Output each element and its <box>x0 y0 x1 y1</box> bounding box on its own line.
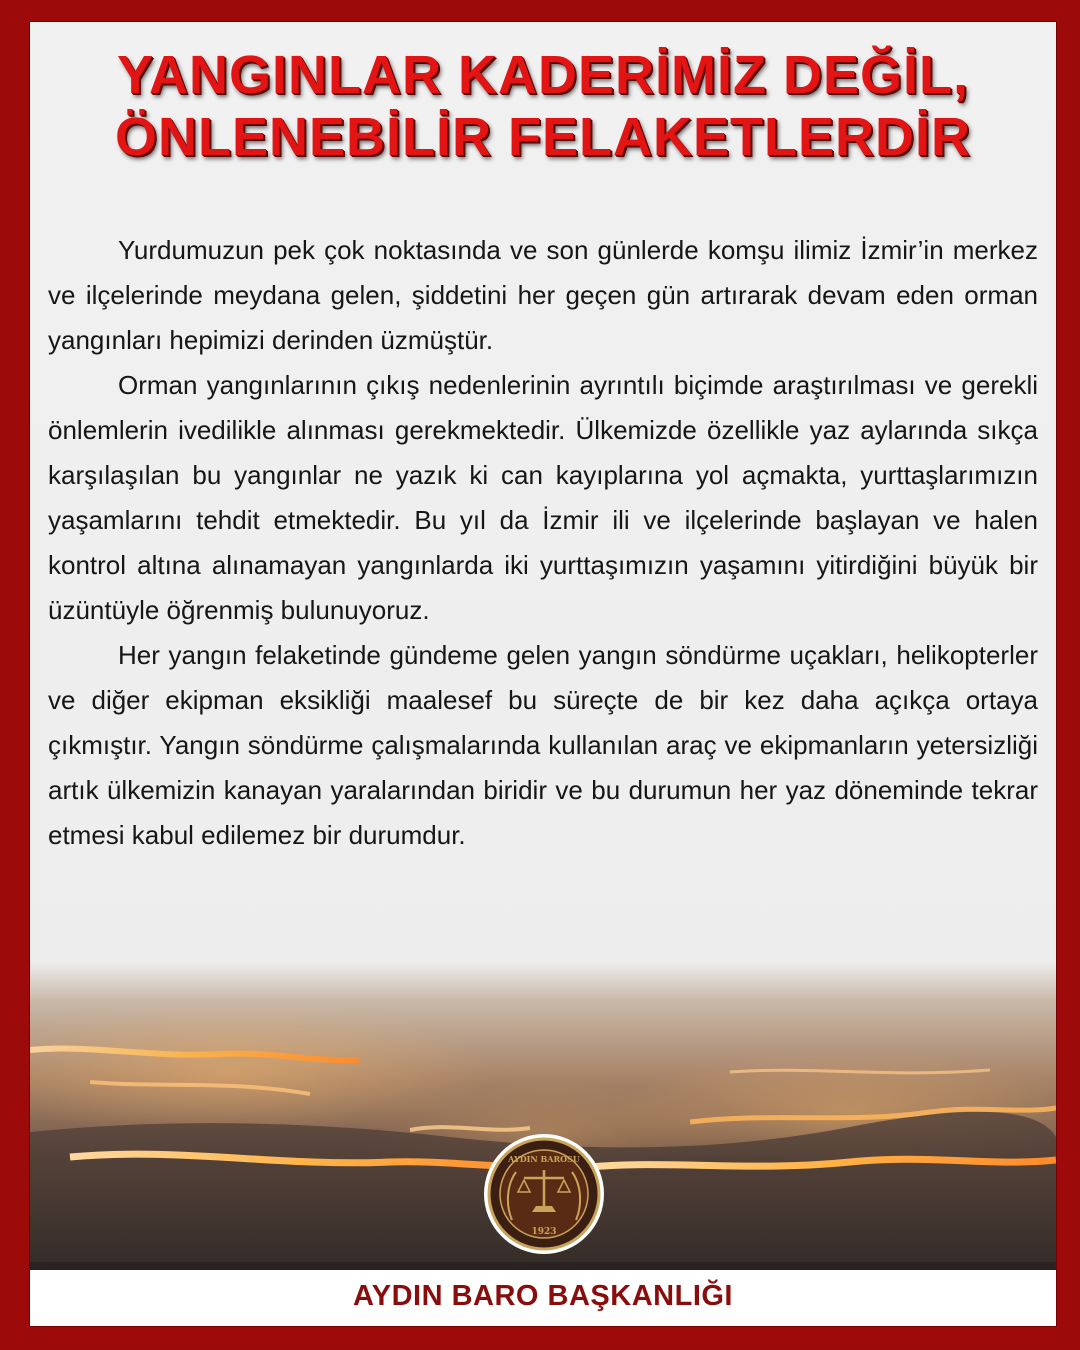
seal-top-text: AYDIN BAROSU <box>508 1154 580 1164</box>
seal-logo <box>482 1132 606 1256</box>
headline-line-1: YANGINLAR KADERİMİZ DEĞİL, <box>116 45 970 105</box>
paragraph-2: Orman yangınlarının çıkış nedenlerinin ayrıntılı biçimde araştırılması ve gerekli önlemlerin ivedilikle alınması gerekmektedir. Ülkemizde özellikle yaz aylarında sıkça karşılaşılan bu yangınlar ne yazık ki can kayıplarına yol açmakta, yurttaşlarımızın yaşamlarını tehdit etmektedir. Bu yıl da İzmir ili ve ilçelerinde başlayan ve halen kontrol altına alınamayan yangınlarda iki yurttaşımızın yaşamını yitirdiğini büyük bir üzüntüyle öğrenmiş bulunuyoruz. <box>48 370 1038 625</box>
seal-year: 1923 <box>531 1227 557 1237</box>
headline-line-2: ÖNLENEBİLİR FELAKETLERDİR <box>115 107 971 167</box>
footer <box>30 1270 1056 1326</box>
footer-signature: AYDIN BARO BAŞKANLIĞI <box>352 1280 733 1312</box>
bar-association-seal <box>482 1132 606 1256</box>
headline <box>30 44 1056 168</box>
paragraph-1: Yurdumuzun pek çok noktasında ve son günlerde komşu ilimiz İzmir’in merkez ve ilçelerinde meydana gelen, şiddetini her geçen gün artırarak devam eden orman yangınları hepimizi derinden üzmüştür. <box>48 235 1038 355</box>
statement-body <box>48 228 1038 858</box>
paragraph-3: Her yangın felaketinde gündeme gelen yangın söndürme uçakları, helikopterler ve diğer ekipman eksikliği maalesef bu süreçte de bir kez daha açıkça ortaya çıkmıştır. Yangın söndürme çalışmalarında kullanılan araç ve ekipmanların yetersizliği artık ülkemizin kanayan yaralarından biridir ve bu durumun her yaz döneminde tekrar etmesi kabul edilemez bir durumdur. <box>48 640 1038 850</box>
announcement-card <box>30 22 1056 1326</box>
